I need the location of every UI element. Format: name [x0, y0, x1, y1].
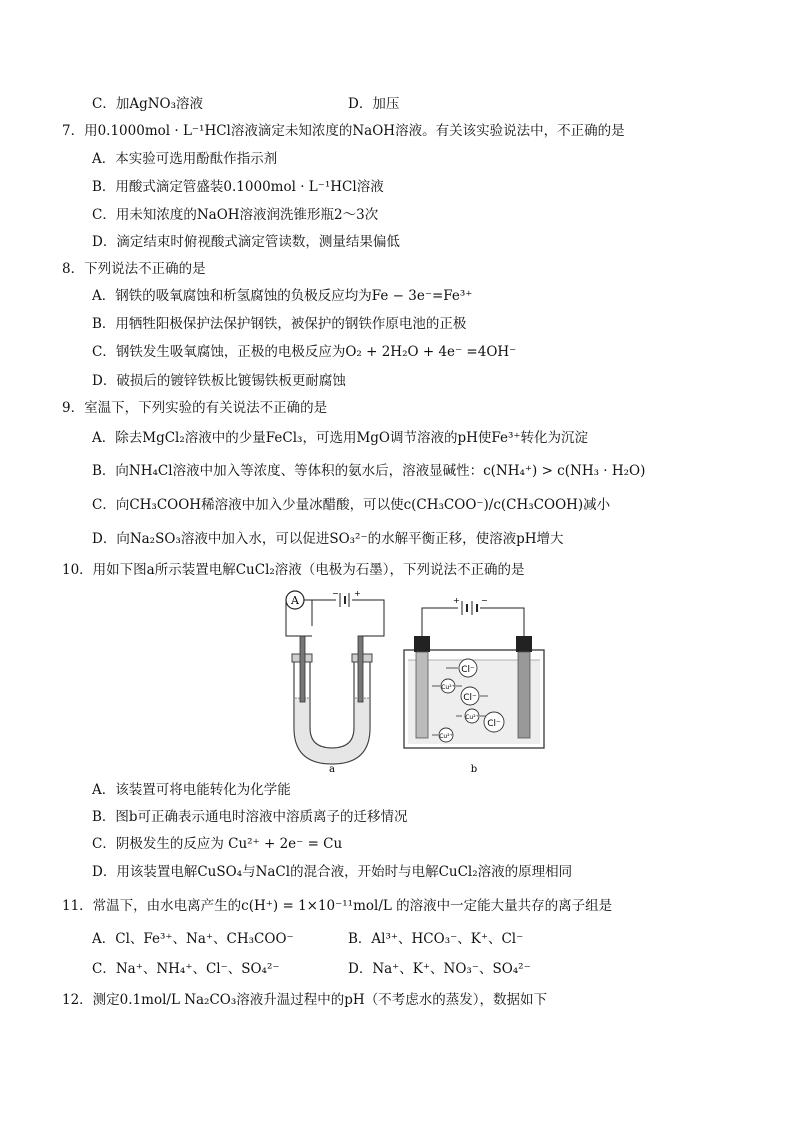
q11-stem: 11．常温下，由水电离产生的c(H⁺) = 1×10⁻¹¹mol/L 的溶液中一定能大量共存的离子组是	[62, 898, 613, 914]
electrode-b-left-top	[414, 636, 430, 652]
figure-a-label: a	[329, 764, 335, 774]
electrode-left	[300, 636, 305, 702]
q10-option-c: C．阴极发生的反应为 Cu²⁺ + 2e⁻ = Cu	[92, 836, 343, 852]
svg-text:Cl⁻: Cl⁻	[461, 665, 475, 675]
electrode-right	[358, 636, 363, 702]
q6-option-c: C．加AgNO₃溶液	[92, 96, 204, 112]
ammeter-label: A	[291, 594, 299, 607]
svg-text:Cu²⁺: Cu²⁺	[465, 714, 479, 721]
svg-text:+: +	[453, 596, 460, 605]
q8-stem: 8．下列说法不正确的是	[62, 261, 206, 277]
q9-option-d: D．向Na₂SO₃溶液中加入水，可以促进SO₃²⁻的水解平衡正移，使溶液pH增大	[92, 531, 564, 547]
figure-b-label: b	[470, 764, 478, 774]
electrolysis-diagram	[262, 588, 552, 774]
q9-option-a: A．除去MgCl₂溶液中的少量FeCl₃，可选用MgO调节溶液的pH使Fe³⁺转化为沉淀	[92, 430, 589, 446]
q7-option-d: D．滴定结束时俯视酸式滴定管读数，测量结果偏低	[92, 234, 400, 250]
svg-text:−: −	[481, 596, 488, 605]
q9-stem: 9．室温下，下列实验的有关说法不正确的是	[62, 400, 328, 416]
svg-text:+: +	[354, 589, 361, 598]
svg-text:Cl⁻: Cl⁻	[487, 719, 501, 729]
svg-text:−: −	[332, 589, 339, 598]
q7-option-b: B．用酸式滴定管盛装0.1000mol · L⁻¹HCl溶液	[92, 179, 384, 195]
q7-option-c: C．用未知浓度的NaOH溶液润洗锥形瓶2～3次	[92, 207, 379, 223]
q7-option-a: A．本实验可选用酚酞作指示剂	[92, 151, 278, 167]
q9-option-c: C．向CH₃COOH稀溶液中加入少量冰醋酸，可以使c(CH₃COO⁻)/c(CH₃COOH)减小	[92, 497, 611, 513]
q10-stem: 10．用如下图a所示装置电解CuCl₂溶液（电极为石墨），下列说法不正确的是	[62, 562, 525, 578]
q9-option-b: B．向NH₄Cl溶液中加入等浓度、等体积的氨水后，溶液显碱性：c(NH₄⁺) > c(NH₃ · H₂O)	[92, 463, 646, 479]
q6-option-d: D．加压	[348, 96, 400, 112]
figure-a-u-tube	[286, 589, 384, 774]
electrode-b-right-top	[516, 636, 532, 652]
q8-option-b: B．用牺牲阳极保护法保护钢铁，被保护的钢铁作原电池的正极	[92, 316, 467, 332]
electrode-b-left	[416, 652, 428, 738]
q8-option-a: A．钢铁的吸氧腐蚀和析氢腐蚀的负极反应均为Fe − 3e⁻=Fe³⁺	[92, 288, 473, 304]
q11-option-d: D．Na⁺、K⁺、NO₃⁻、SO₄²⁻	[348, 961, 531, 977]
electrode-b-right	[518, 652, 530, 738]
q11-option-c: C．Na⁺、NH₄⁺、Cl⁻、SO₄²⁻	[92, 961, 280, 977]
figure-b-beaker	[404, 596, 544, 774]
svg-text:Cu²⁺: Cu²⁺	[439, 733, 453, 740]
q11-option-b: B．Al³⁺、HCO₃⁻、K⁺、Cl⁻	[348, 931, 524, 947]
q8-option-d: D．破损后的镀锌铁板比镀锡铁板更耐腐蚀	[92, 373, 346, 389]
q12-stem: 12．测定0.1mol/L Na₂CO₃溶液升温过程中的pH（不考虑水的蒸发），数据如下	[62, 992, 547, 1008]
svg-text:Cu²⁺: Cu²⁺	[441, 684, 455, 691]
q10-option-d: D．用该装置电解CuSO₄与NaCl的混合液，开始时与电解CuCl₂溶液的原理相同	[92, 864, 573, 880]
svg-text:Cl⁻: Cl⁻	[463, 693, 477, 703]
q11-option-a: A．Cl、Fe³⁺、Na⁺、CH₃COO⁻	[92, 931, 294, 947]
q7-stem: 7．用0.1000mol · L⁻¹HCl溶液滴定未知浓度的NaOH溶液。有关该实验说法中，不正确的是	[62, 123, 625, 139]
q8-option-c: C．钢铁发生吸氧腐蚀，正极的电极反应为O₂ + 2H₂O + 4e⁻ =4OH⁻	[92, 344, 517, 360]
q10-option-a: A．该装置可将电能转化为化学能	[92, 782, 291, 798]
q10-option-b: B．图b可正确表示通电时溶液中溶质离子的迁移情况	[92, 809, 408, 825]
